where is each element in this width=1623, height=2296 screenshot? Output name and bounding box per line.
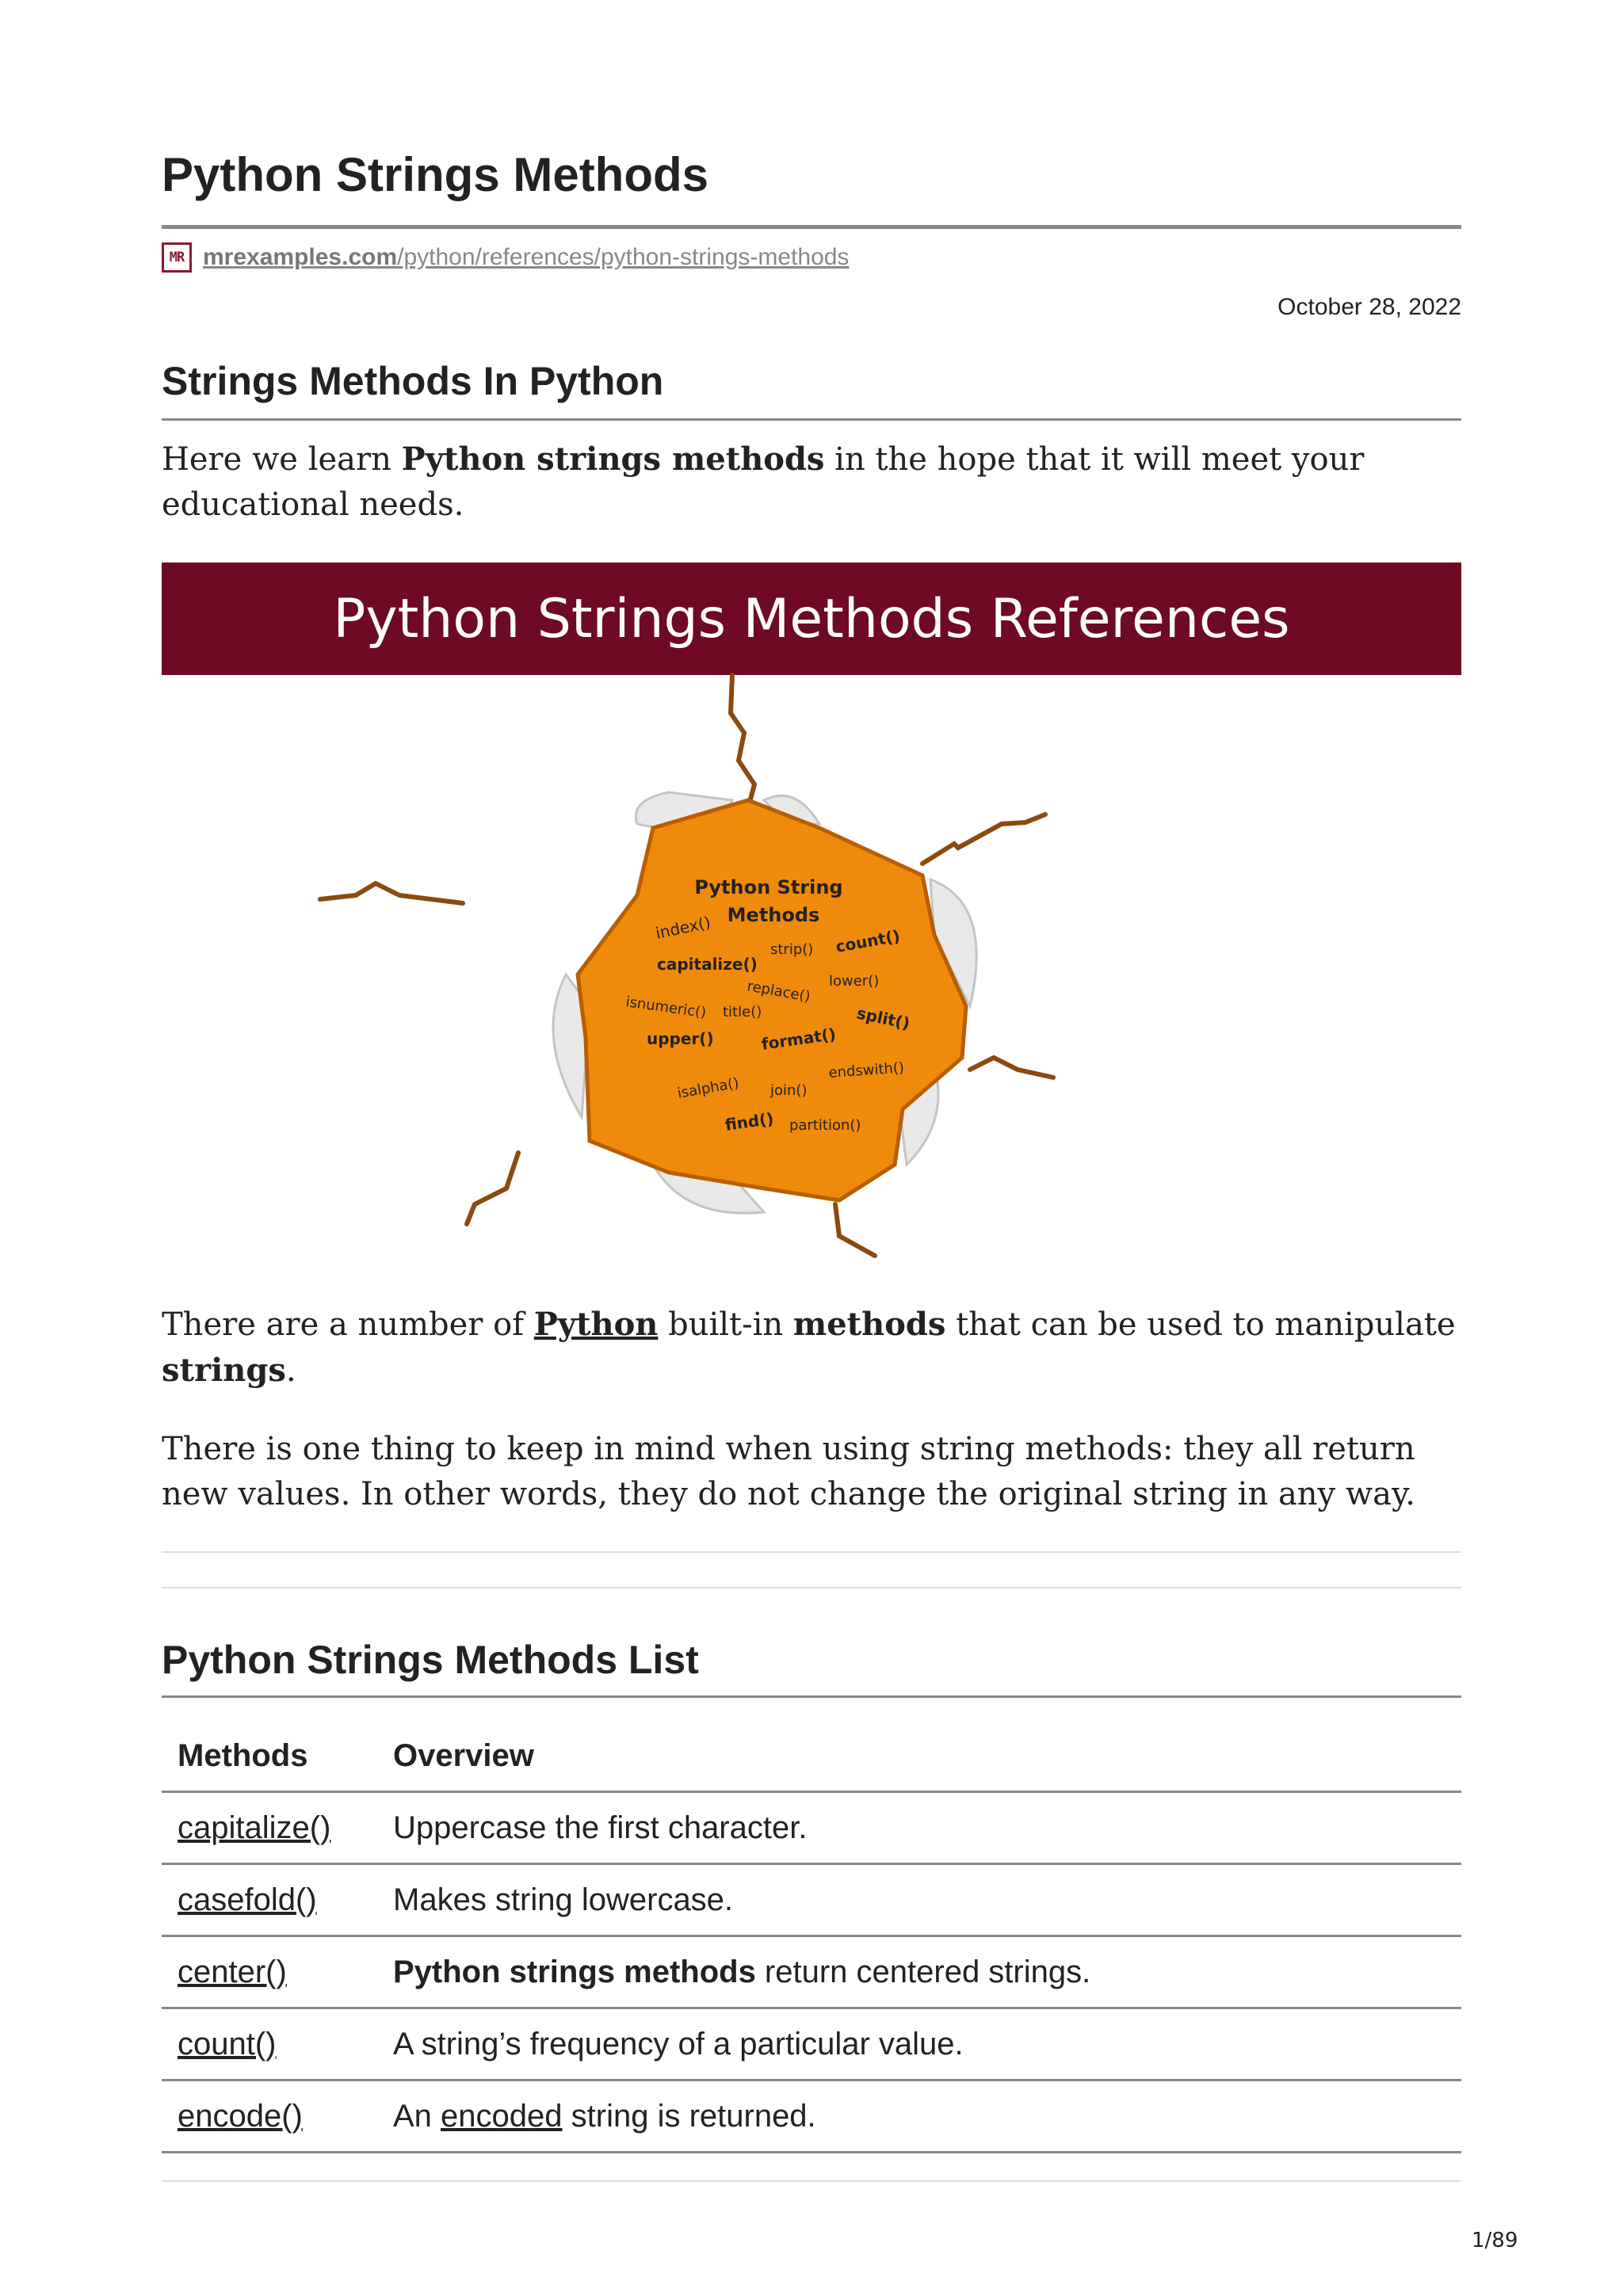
table-row (162, 2081, 1461, 2153)
publish-date: October 28, 2022 (1277, 294, 1461, 320)
table-row (162, 1865, 1461, 1937)
title-divider (162, 225, 1461, 229)
intro-bold: Python strings methods (401, 441, 825, 478)
center-title-line2: Methods (727, 904, 820, 926)
methods-table (162, 1721, 1461, 2153)
note-paragraph: There is one thing to keep in mind when using string methods: they all return new values. In other words, they do not change the original string in any way. (162, 1431, 1415, 1512)
method-link-casefold[interactable]: casefold() (178, 1882, 317, 1917)
word-isnumeric: isnumeric() (624, 994, 708, 1022)
word-count: count() (834, 926, 902, 956)
divider (162, 2180, 1461, 2182)
word-format: format() (760, 1024, 838, 1054)
word-capitalize: capitalize() (657, 955, 758, 974)
method-link-encode[interactable]: encode() (178, 2098, 303, 2134)
method-link-center[interactable]: center() (178, 1954, 287, 1989)
column-header-overview: Overview (393, 1737, 534, 1773)
method-cell (162, 2027, 393, 2062)
method-link-capitalize[interactable]: capitalize() (178, 1810, 331, 1845)
intro-paragraph (162, 437, 1461, 528)
word-strip: strip() (770, 941, 814, 958)
p2-text: built-in (658, 1306, 793, 1343)
overview-cell: Uppercase the first character. (393, 1810, 808, 1845)
source-url-link[interactable] (203, 244, 849, 271)
divider (162, 1587, 1461, 1589)
method-cell (162, 2099, 393, 2134)
intro-text: Here we learn (162, 441, 402, 478)
center-title-line1: Python String (694, 876, 843, 898)
word-upper: upper() (647, 1029, 714, 1048)
source-domain: mrexamples.com (203, 244, 398, 270)
word-endswith: endswith() (827, 1059, 905, 1081)
method-link-count[interactable]: count() (178, 2026, 277, 2061)
method-cell (162, 1810, 393, 1846)
section-divider (162, 1695, 1461, 1698)
section-heading-methods-list: Python Strings Methods List (162, 1638, 699, 1682)
site-logo-icon: MR (162, 242, 192, 273)
p2-text: . (285, 1352, 296, 1389)
page-indicator: 1/89 (1472, 2229, 1518, 2252)
p2-text: There are a number of (162, 1306, 534, 1343)
word-title: title() (723, 1004, 762, 1020)
section-divider (162, 418, 1461, 421)
overview-cell (393, 2099, 1461, 2134)
table-row (162, 1937, 1461, 2009)
table-row (162, 2009, 1461, 2081)
divider (162, 1551, 1461, 1553)
methods-paragraph (162, 1302, 1461, 1394)
source-path: /python/references/python-strings-methods (397, 244, 850, 270)
source-row (162, 240, 849, 275)
overview-cell: Makes string lowercase. (393, 1882, 734, 1917)
overview-text: An (393, 2098, 441, 2134)
banner-title: Python Strings Methods References (333, 587, 1290, 650)
table-header-row (162, 1721, 1461, 1793)
overview-cell: A string’s frequency of a particular value. (393, 2026, 964, 2061)
overview-text: string is returned. (562, 2098, 816, 2134)
p2-bold: strings (162, 1352, 286, 1389)
python-link[interactable]: Python (533, 1306, 659, 1343)
word-index: index() (654, 912, 712, 943)
method-cell (162, 1882, 393, 1918)
banner-image (162, 563, 1461, 1276)
encoded-link[interactable]: encoded (441, 2098, 563, 2134)
word-lower: lower() (829, 973, 880, 990)
table-row (162, 1793, 1461, 1865)
intro-text-end: in the hope that it will meet your educational needs. (162, 441, 1365, 523)
section-heading-strings-methods: Strings Methods In Python (162, 359, 664, 403)
torn-paper-illustration (162, 563, 1461, 1276)
word-find: find() (724, 1108, 775, 1135)
word-replace: replace() (746, 978, 812, 1005)
method-cell (162, 1955, 393, 1990)
overview-bold: Python strings methods (393, 1954, 756, 1989)
page-title: Python Strings Methods (162, 148, 708, 201)
overview-cell (393, 1955, 1461, 1990)
p2-bold: methods (792, 1306, 946, 1343)
column-header-methods: Methods (178, 1737, 308, 1773)
p2-text: that can be used to manipulate (945, 1306, 1456, 1343)
word-partition: partition() (789, 1117, 861, 1134)
word-split: split() (854, 1003, 912, 1033)
word-join: join() (770, 1082, 808, 1099)
overview-text: return centered strings. (755, 1954, 1091, 1989)
word-isalpha: isalpha() (676, 1074, 741, 1102)
